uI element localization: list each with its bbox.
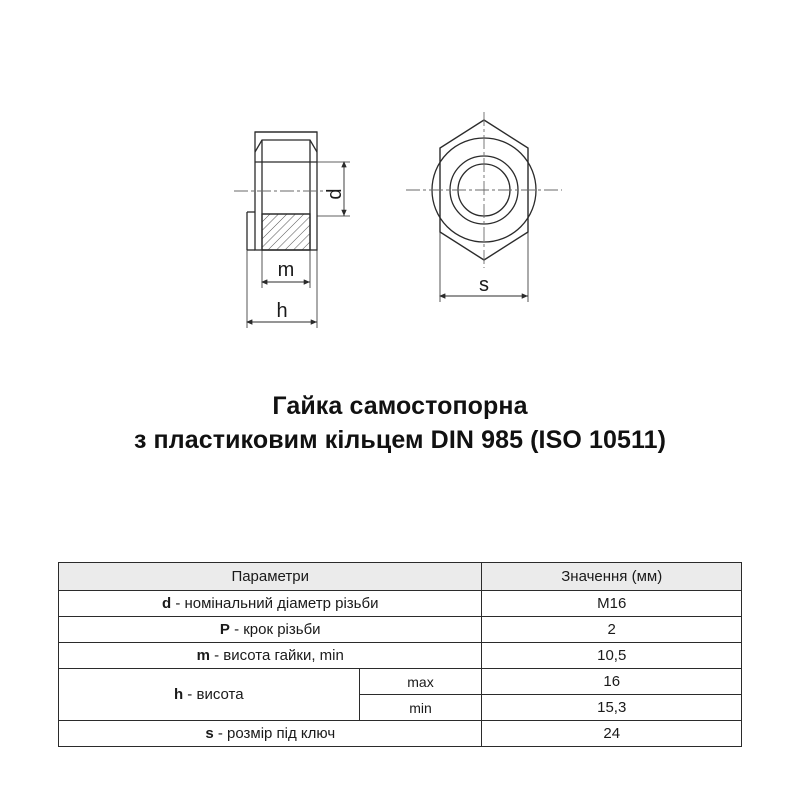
row-value-h-min: 15,3 — [482, 695, 742, 721]
row-value-s: 24 — [482, 721, 742, 747]
table-row — [59, 591, 742, 617]
row-value-d: M16 — [482, 591, 742, 617]
nut-drawing-svg — [0, 0, 800, 380]
row-value-h-max: 16 — [482, 669, 742, 695]
table-row — [59, 669, 742, 695]
row-sub-h-min: min — [359, 695, 482, 721]
table-row — [59, 643, 742, 669]
param-text-m: - висота гайки, min — [209, 647, 344, 664]
title-line-1: Гайка самостопорна — [272, 392, 528, 420]
param-symbol-d: d — [161, 595, 172, 612]
row-param-h — [59, 669, 360, 721]
dimension-label-m: m — [277, 259, 295, 281]
param-text-h: - висота — [183, 686, 244, 703]
dimension-label-d: d — [324, 188, 346, 200]
row-param-m — [59, 643, 482, 669]
param-text-s: - розмір під ключ — [213, 725, 336, 742]
table-header-row — [59, 563, 742, 591]
row-param-p — [59, 617, 482, 643]
param-symbol-m: m — [196, 647, 210, 664]
param-symbol-p: P — [219, 621, 230, 638]
table-row — [59, 721, 742, 747]
row-value-m: 10,5 — [482, 643, 742, 669]
param-symbol-h: h — [173, 686, 184, 703]
param-text-p: - крок різьби — [229, 621, 321, 638]
page-title — [0, 390, 800, 458]
row-param-s — [59, 721, 482, 747]
dimension-label-h: h — [276, 300, 288, 322]
row-param-d — [59, 591, 482, 617]
param-symbol-s: s — [205, 725, 214, 742]
param-text-d: - номінальний діаметр різьби — [171, 595, 379, 612]
row-sub-h-max: max — [359, 669, 482, 695]
header-values: Значення (мм) — [482, 563, 742, 591]
row-value-p: 2 — [482, 617, 742, 643]
table-row — [59, 617, 742, 643]
spec-table-wrapper — [58, 562, 742, 747]
table-body — [59, 591, 742, 747]
technical-drawing — [0, 0, 800, 380]
header-parameters: Параметри — [59, 563, 482, 591]
spec-table — [58, 562, 742, 747]
dimension-label-s: s — [479, 274, 489, 296]
title-line-2: з пластиковим кільцем DIN 985 (ISO 10511) — [133, 425, 667, 454]
